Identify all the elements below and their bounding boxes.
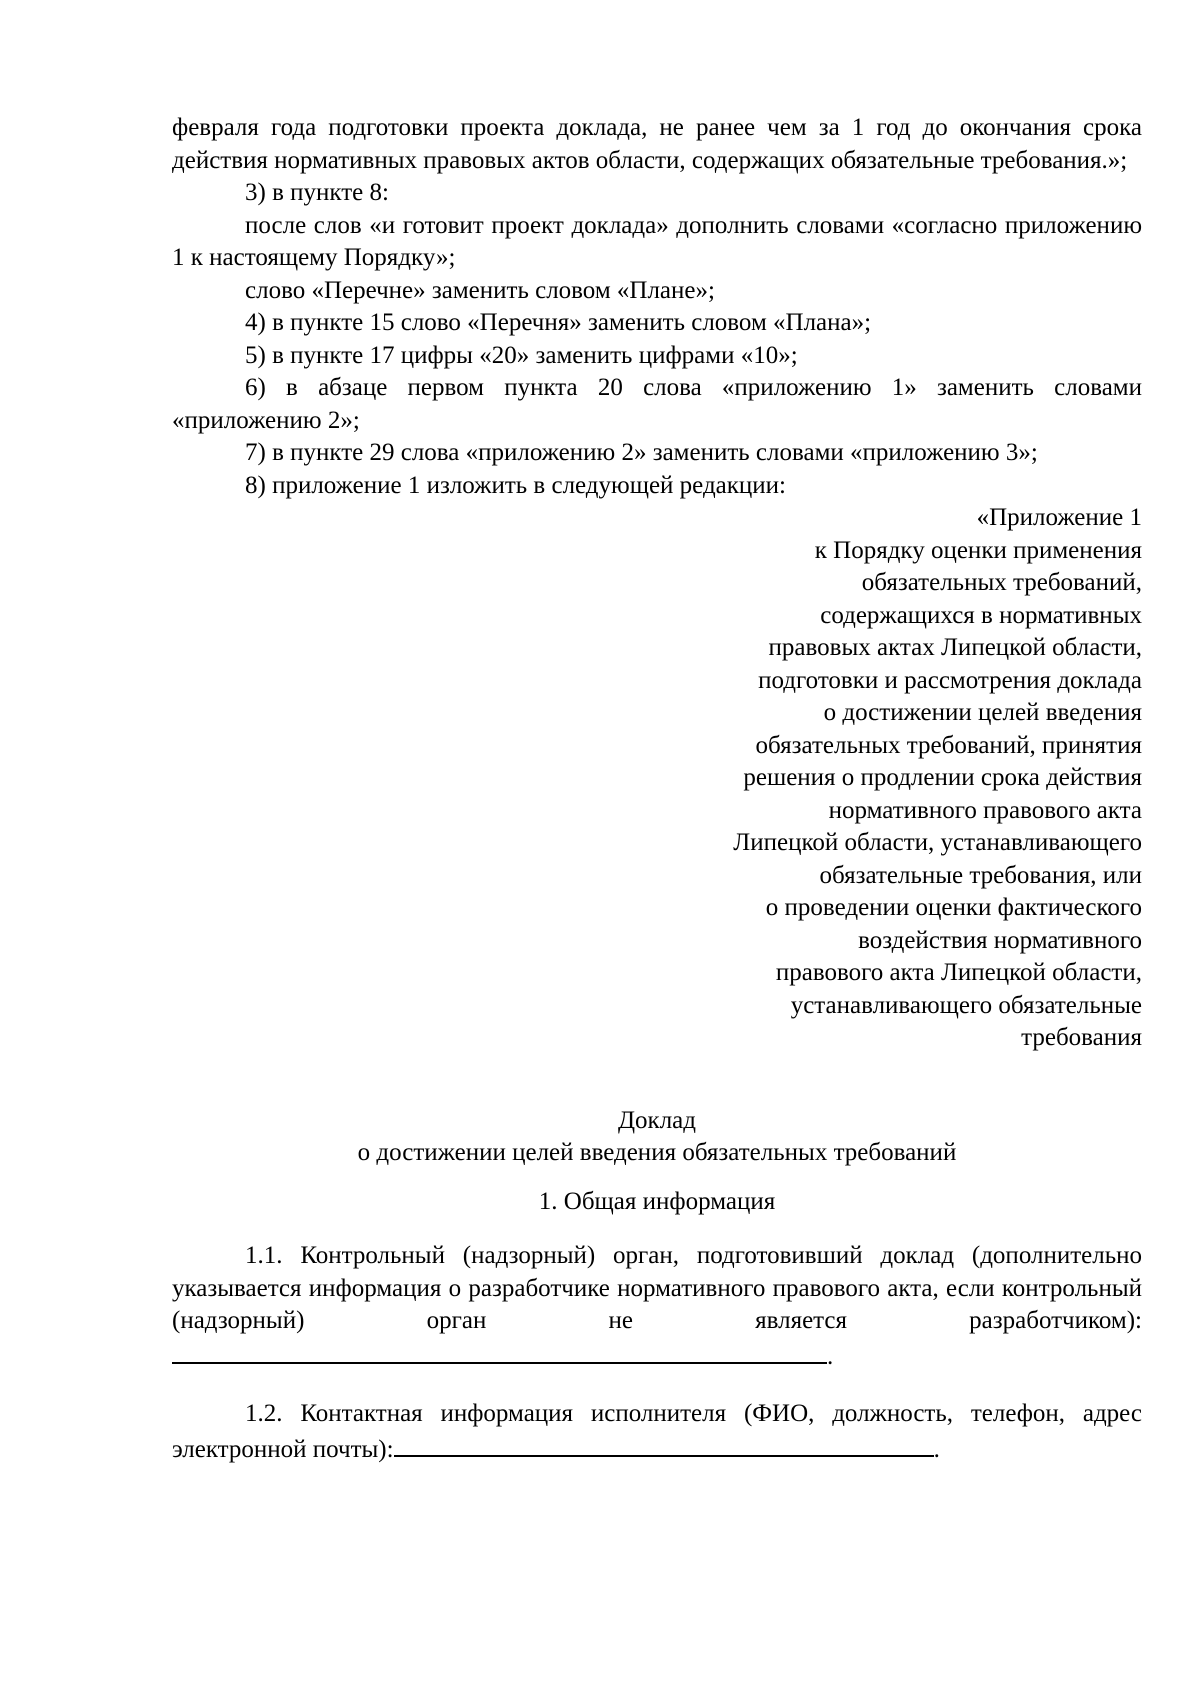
field-1-1-blank-line[interactable]: [172, 1338, 827, 1364]
field-1-2-period: .: [933, 1435, 940, 1463]
appendix-caption-line: решения о продлении срока действия: [743, 764, 1142, 791]
appendix-caption-line: «Приложение 1: [976, 504, 1142, 531]
appendix-caption-line: обязательные требования, или: [819, 861, 1142, 889]
field-1-2-label: 1.2. Контактная информация исполнителя (ФИО, должность, телефон, адрес электронной почты):: [172, 1400, 1142, 1463]
appendix-caption-line: правовых актах Липецкой области,: [768, 634, 1142, 661]
intro-line-1: февраля года подготовки проекта доклада, не ранее чем за 1 год до окончания: [172, 114, 1071, 141]
item-3-replace-word: слово «Перечне» заменить словом «Плане»;: [245, 276, 715, 304]
intro-paragraph: [172, 112, 1142, 177]
appendix-caption-line: к Порядку оценки применения: [814, 536, 1142, 564]
report-title: Доклад: [618, 1106, 696, 1134]
item-3-add-words: после слов «и готовит проект доклада» дополнить словами «согласно приложению 1 к настоящему Порядку»;: [172, 211, 1142, 271]
appendix-caption: [172, 502, 1142, 1055]
item-7: 7) в пункте 29 слова «приложению 2» заменить словами «приложению 3»;: [245, 439, 1038, 466]
appendix-caption-line: воздействия нормативного: [858, 926, 1142, 954]
item-3: 3) в пункте 8:: [245, 179, 389, 206]
item-8: 8) приложение 1 изложить в следующей редакции:: [245, 471, 786, 499]
field-1-1: [172, 1240, 1142, 1373]
field-1-1-label: 1.1. Контрольный (надзорный) орган, подготовивший доклад (дополнительно указывается информация о разработчике нормативного правового акта, если контрольный (надзорный) орган не является разработчиком):: [172, 1242, 1142, 1334]
section-heading-general-info: 1. Общая информация: [538, 1187, 776, 1215]
appendix-caption-line: устанавливающего обязательные: [790, 991, 1142, 1019]
field-1-2-blank-line[interactable]: [394, 1431, 934, 1457]
item-6: 6) в абзаце первом пункта 20 слова «приложению 1» заменить словами «приложению 2»;: [172, 374, 1142, 434]
appendix-caption-line: о проведении оценки фактического: [765, 894, 1142, 921]
appendix-caption-line: обязательных требований,: [861, 569, 1142, 596]
appendix-caption-line: обязательных требований, принятия: [755, 731, 1142, 759]
appendix-caption-line: Липецкой области, устанавливающего: [733, 829, 1142, 856]
appendix-caption-line: о достижении целей введения: [823, 699, 1142, 726]
appendix-caption-line: правового акта Липецкой области,: [775, 959, 1142, 986]
item-4: 4) в пункте 15 слово «Перечня» заменить словом «Плана»;: [245, 309, 872, 336]
document-page: [172, 112, 1142, 1466]
field-1-2: [172, 1398, 1142, 1466]
field-1-1-period: .: [827, 1342, 834, 1370]
intro-line-3: обязательные требования.»;: [830, 146, 1128, 174]
report-subtitle: о достижении целей введения обязательных требований: [357, 1139, 957, 1166]
report-title-block: [172, 1105, 1142, 1170]
item-5: 5) в пункте 17 цифры «20» заменить цифрами «10»;: [245, 341, 798, 369]
intro-line-2: срока действия нормативных правовых актов области, содержащих: [172, 114, 1142, 174]
appendix-caption-line: требования: [1021, 1024, 1142, 1051]
appendix-caption-line: нормативного правового акта: [828, 796, 1142, 824]
appendix-caption-line: содержащихся в нормативных: [820, 601, 1142, 629]
appendix-caption-line: подготовки и рассмотрения доклада: [758, 666, 1142, 694]
